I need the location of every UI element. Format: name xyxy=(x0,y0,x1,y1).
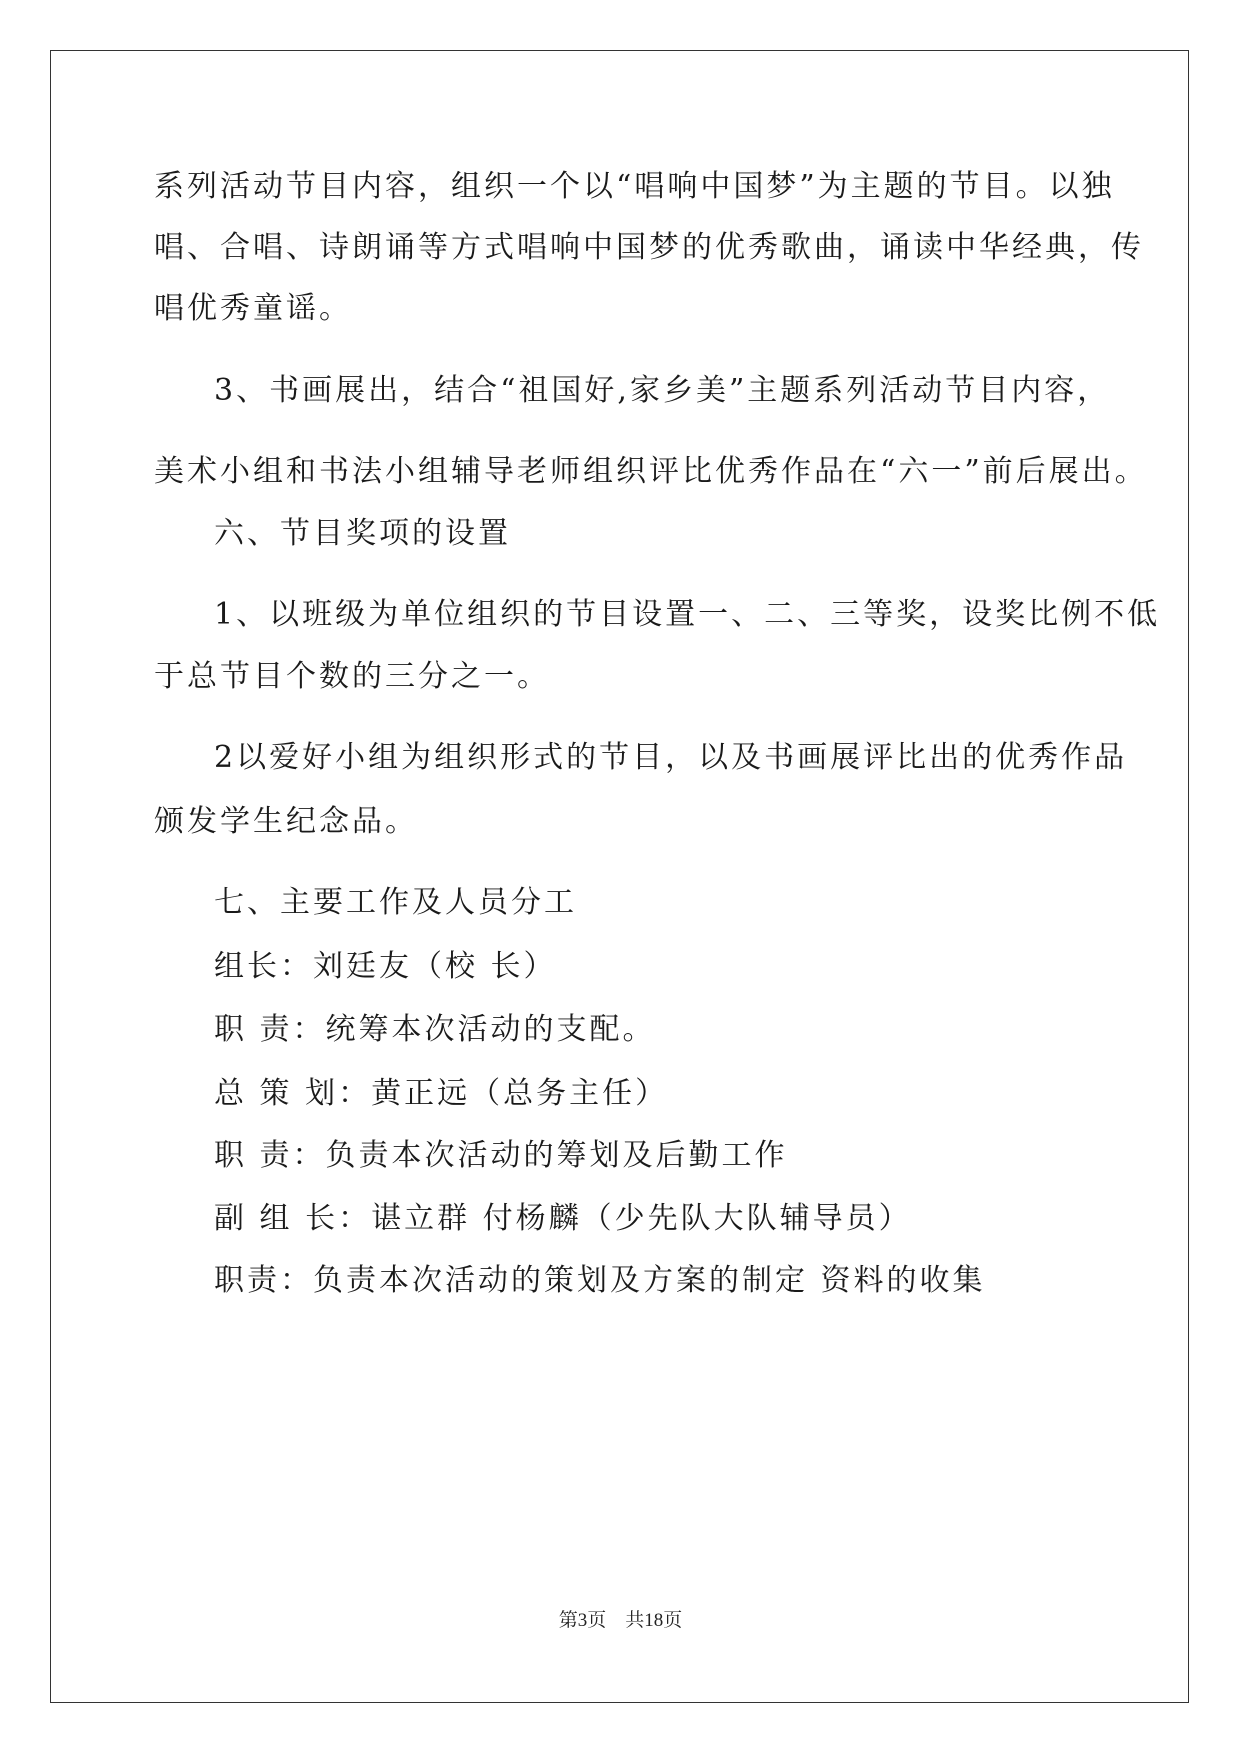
page-number-footer: 第3页 共18页 xyxy=(558,1610,683,1631)
section-heading: 七、主要工作及人员分工 xyxy=(214,885,577,920)
paragraph-line: 美术小组和书法小组辅导老师组织评比优秀作品在“六一”前后展出。 xyxy=(154,454,1148,489)
paragraph-line: 职 责：负责本次活动的筹划及后勤工作 xyxy=(214,1138,788,1173)
paragraph-line: 3、书画展出，结合“祖国好,家乡美”主题系列活动节目内容， xyxy=(214,373,1111,408)
paragraph-line: 唱、合唱、诗朗诵等方式唱响中国梦的优秀歌曲，诵读中华经典，传 xyxy=(154,230,1144,265)
paragraph-line: 颁发学生纪念品。 xyxy=(154,804,418,839)
paragraph-line: 组长：刘廷友（校 长） xyxy=(214,949,557,984)
paragraph-line: 系列活动节目内容，组织一个以“唱响中国梦”为主题的节目。以独 xyxy=(154,169,1115,204)
paragraph-line: 1、以班级为单位组织的节目设置一、二、三等奖，设奖比例不低 xyxy=(214,597,1161,632)
paragraph-line: 总 策 划：黄正远（总务主任） xyxy=(214,1076,669,1111)
paragraph-line: 职 责：统筹本次活动的支配。 xyxy=(214,1012,656,1047)
paragraph-line: 2以爱好小组为组织形式的节目，以及书画展评比出的优秀作品 xyxy=(214,740,1128,775)
paragraph-line: 副 组 长：谌立群 付杨麟（少先队大队辅导员） xyxy=(214,1201,912,1236)
section-heading: 六、节目奖项的设置 xyxy=(214,516,511,551)
paragraph-line: 于总节目个数的三分之一。 xyxy=(154,659,550,694)
paragraph-line: 唱优秀童谣。 xyxy=(154,291,352,326)
paragraph-line: 职责：负责本次活动的策划及方案的制定 资料的收集 xyxy=(214,1263,986,1298)
